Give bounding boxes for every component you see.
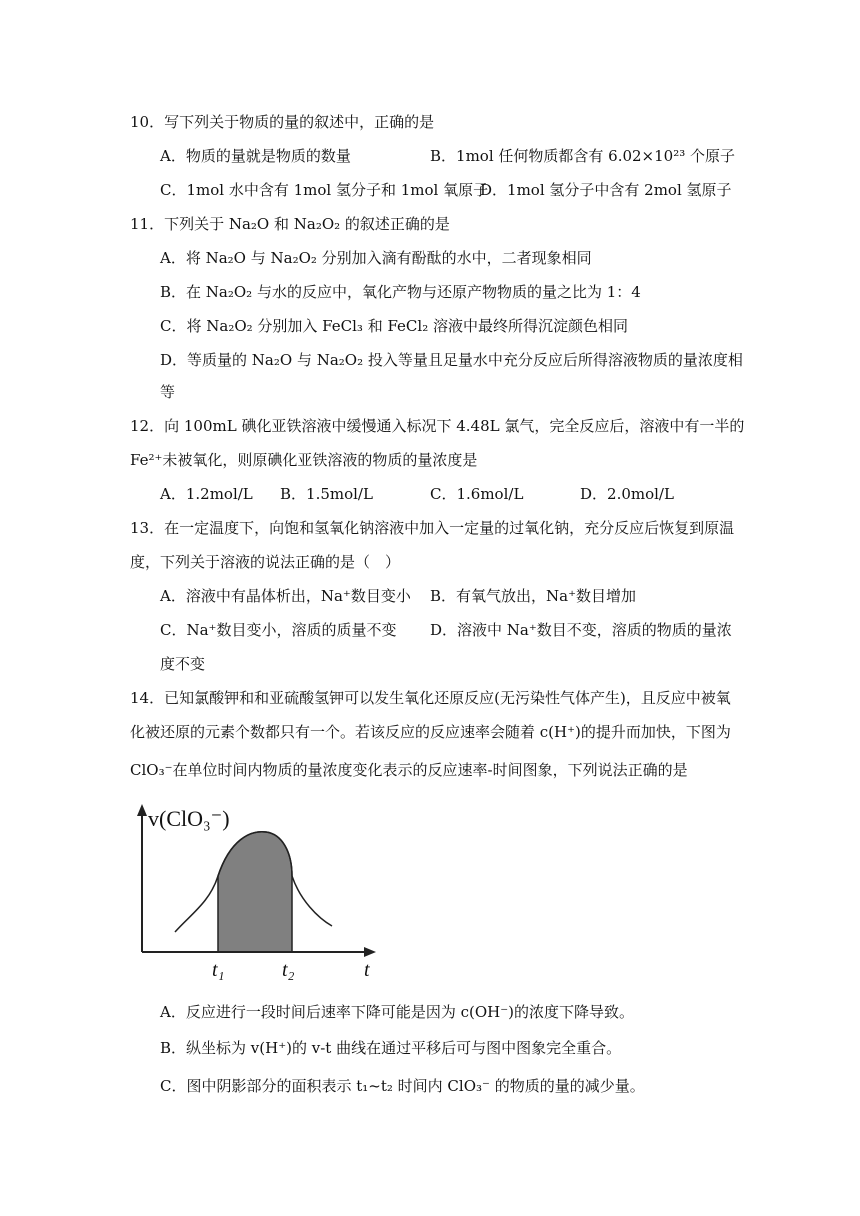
q10-option-a: A．物质的量就是物质的数量 (160, 147, 351, 165)
x-axis-arrow (364, 947, 376, 957)
q13-option-c: C．Na⁺数目变小，溶质的质量不变 (160, 621, 397, 639)
rate-time-chart (130, 800, 390, 990)
q13-option-b: B．有氧气放出，Na⁺数目增加 (430, 587, 637, 605)
q10-option-c: C．1mol 水中含有 1mol 氢分子和 1mol 氧原子 (160, 181, 489, 199)
shaded-area (218, 832, 292, 952)
q11-stem: 11．下列关于 Na₂O 和 Na₂O₂ 的叙述正确的是 (130, 215, 450, 233)
q12-option-c: C．1.6mol/L (430, 485, 524, 503)
x-axis-label: t (364, 959, 370, 981)
q11-option-d: D．等质量的 Na₂O 与 Na₂O₂ 投入等量且足量水中充分反应后所得溶液物质的量浓度相 (160, 351, 743, 369)
q12-stem-line1: 12．向 100mL 碘化亚铁溶液中缓慢通入标况下 4.48L 氯气，完全反应后，溶液中有一半的 (130, 417, 745, 435)
q10-option-d: D．1mol 氢分子中含有 2mol 氢原子 (480, 181, 732, 199)
tick-label-t2: t₂ (282, 959, 295, 981)
y-axis-arrow (137, 804, 147, 816)
q11-option-a: A．将 Na₂O 与 Na₂O₂ 分别加入滴有酚酞的水中，二者现象相同 (160, 249, 592, 267)
q13-stem-line2: 度，下列关于溶液的说法正确的是（ ） (130, 553, 401, 571)
q14-stem-line3: ClO₃⁻在单位时间内物质的量浓度变化表示的反应速率-时间图象，下列说法正确的是 (130, 761, 688, 779)
q14-option-b: B．纵坐标为 v(H⁺)的 v-t 曲线在通过平移后可与图中图象完全重合。 (160, 1039, 622, 1057)
tick-label-t1: t₁ (212, 959, 225, 981)
q13-option-a: A．溶液中有晶体析出，Na⁺数目变小 (160, 587, 411, 605)
q10-stem: 10．写下列关于物质的量的叙述中，正确的是 (130, 113, 435, 131)
q11-option-d-cont: 等 (160, 383, 176, 401)
y-axis-label: v(ClO₃⁻) (148, 806, 230, 831)
q12-option-d: D．2.0mol/L (580, 485, 674, 503)
q14-stem-line1: 14．已知氯酸钾和和亚硫酸氢钾可以发生氧化还原反应(无污染性气体产生)，且反应中被氧 (130, 689, 731, 707)
q11-option-b: B．在 Na₂O₂ 与水的反应中，氧化产物与还原产物物质的量之比为 1：4 (160, 283, 641, 301)
q14-option-a: A．反应进行一段时间后速率下降可能是因为 c(OH⁻)的浓度下降导致。 (160, 1003, 635, 1021)
q11-option-c: C．将 Na₂O₂ 分别加入 FeCl₃ 和 FeCl₂ 溶液中最终所得沉淀颜色相同 (160, 317, 628, 335)
q13-option-d: D．溶液中 Na⁺数目不变，溶质的物质的量浓 (430, 621, 732, 639)
q10-option-b: B．1mol 任何物质都含有 6.02×10²³ 个原子 (430, 147, 736, 165)
q12-stem-line2: Fe²⁺未被氧化，则原碘化亚铁溶液的物质的量浓度是 (130, 451, 478, 469)
q12-option-b: B．1.5mol/L (280, 485, 373, 503)
q12-option-a: A．1.2mol/L (160, 485, 253, 503)
q14-stem-line2: 化被还原的元素个数都只有一个。若该反应的反应速率会随着 c(H⁺)的提升而加快，下图为 (130, 723, 731, 741)
q13-stem-line1: 13．在一定温度下，向饱和氢氧化钠溶液中加入一定量的过氧化钠，充分反应后恢复到原温 (130, 519, 735, 537)
rate-time-chart-svg (130, 800, 390, 990)
q13-option-d-cont: 度不变 (160, 655, 206, 673)
q14-option-c: C．图中阴影部分的面积表示 t₁~t₂ 时间内 ClO₃⁻ 的物质的量的减少量。 (160, 1077, 645, 1095)
